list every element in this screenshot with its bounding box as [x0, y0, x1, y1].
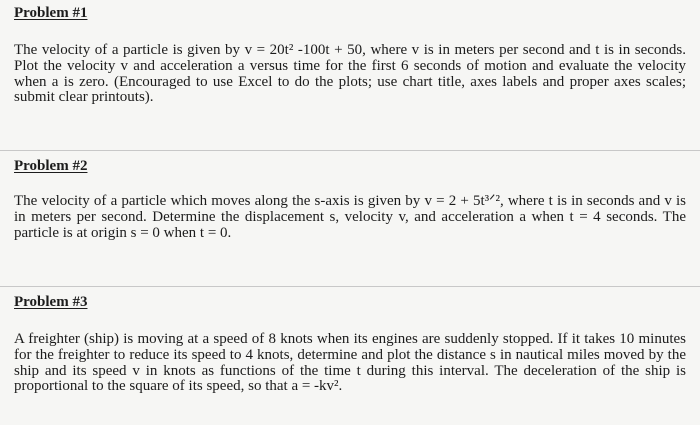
problem-3-text: A freighter (ship) is moving at a speed of 8 knots when its engines are suddenly stopped. If it takes 10 minutes for the freighter to reduce its speed to 4 knots, determine and plot the distance s in nautical miles moved by the ship and its speed v in knots as functions of the time t during this interval. The deceleration of the ship is proportional to the square of its speed, so that a = -kv².: [14, 331, 686, 395]
problem-3-heading: Problem #3: [14, 294, 88, 310]
problem-1: [14, 4, 686, 106]
problem-1-heading: Problem #1: [14, 5, 88, 21]
divider: [0, 286, 700, 287]
problem-1-text: The velocity of a particle is given by v = 20t² -100t + 50, where v is in meters per second and t is in seconds. Plot the velocity v and acceleration a versus time for the first 6 seconds of motion and evaluate the velocity when a is zero. (Encouraged to use Excel to do the plots; use chart title, axes labels and proper axes scales; submit clear printouts).: [14, 42, 686, 106]
problem-2-heading: Problem #2: [14, 158, 88, 174]
problem-2: [14, 157, 686, 241]
problem-2-text: The velocity of a particle which moves along the s-axis is given by v = 2 + 5t³ᐟ², where t is in seconds and v is in meters per second. Determine the displacement s, velocity v, and acceleration a when t = 4 seconds. The particle is at origin s = 0 when t = 0.: [14, 193, 686, 241]
problem-3: [14, 293, 686, 395]
divider: [0, 150, 700, 151]
